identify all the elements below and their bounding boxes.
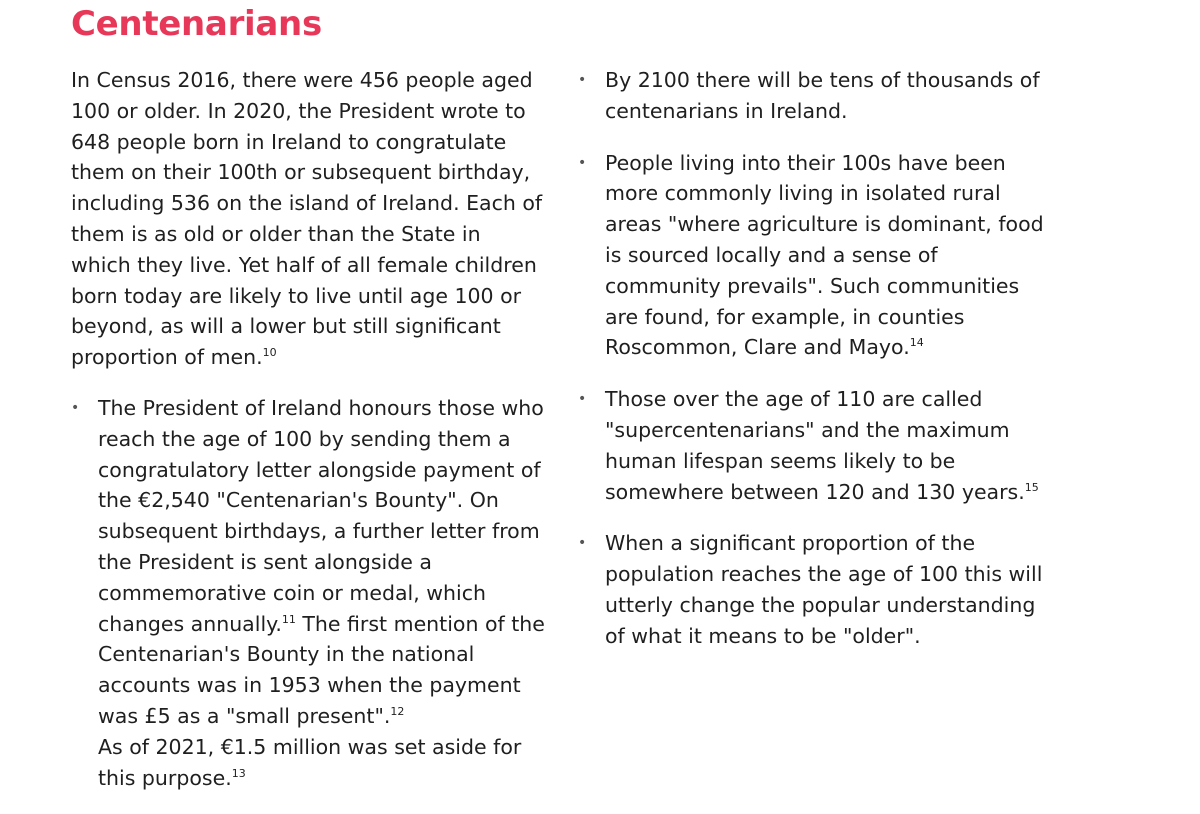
footnote-13: 13: [231, 766, 246, 780]
bullet-text: The first mention of the Centenarian's Bounty in the national accounts was in 1953 when the payment was £5 as a "small present".: [98, 611, 545, 728]
intro-paragraph: [71, 65, 545, 373]
footnote-10: 10: [262, 346, 277, 360]
bullet-by-2100: [578, 65, 1053, 127]
footnote-12: 12: [390, 704, 405, 718]
page-title: Centenarians: [71, 4, 322, 44]
footnote-11: 11: [281, 612, 296, 626]
bullet-text: By 2100 there will be tens of thousands of centenarians in Ireland.: [605, 68, 1040, 123]
bullet-text: The President of Ireland honours those who reach the age of 100 by sending them a congratulatory letter alongside payment of the €2,540 "Centenarian's Bounty". On subsequent birthdays, a further letter from the President is sent alongside a commemorative coin or medal, which changes annually.: [98, 395, 544, 636]
right-column: [578, 65, 1053, 673]
bullet-icon: •: [578, 154, 587, 171]
bullet-icon: •: [578, 391, 587, 408]
bullet-icon: •: [578, 535, 587, 552]
bullet-text: Those over the age of 110 are called "supercentenarians" and the maximum human lifespan seems likely to be somewhere between 120 and 130 years.: [605, 387, 1025, 504]
right-bullet-list: [578, 65, 1053, 652]
bullet-rural-areas: [578, 148, 1053, 364]
bullet-text: As of 2021, €1.5 million was set aside for this purpose.: [98, 734, 522, 790]
bullet-text: People living into their 100s have been more commonly living in isolated rural areas "where agriculture is dominant, food is sourced locally and a sense of community prevails". Such communities are found, for example, in counties Roscommon, Clare and Mayo.: [605, 150, 1044, 360]
bullet-supercentenarians: [578, 384, 1053, 507]
bullet-text: When a significant proportion of the population reaches the age of 100 this will utterly change the popular understanding of what it means to be "older".: [605, 531, 1043, 648]
bullet-icon: •: [71, 399, 80, 416]
footnote-15: 15: [1024, 480, 1039, 494]
bullet-icon: •: [578, 72, 587, 88]
bullet-significant-proportion: [578, 528, 1053, 651]
intro-text: In Census 2016, there were 456 people aged 100 or older. In 2020, the President wrote to 648 people born in Ireland to congratulate them on their 100th or subsequent birthday, including 536 on the island of Ireland. Each of them is as old or older than the State in which they live. Yet half of all female children born today are likely to live until age 100 or beyond, as will a lower but still significant proportion of men.: [71, 68, 543, 370]
footnote-14: 14: [909, 336, 924, 350]
left-column: [71, 65, 545, 814]
bullet-president-honours: [71, 393, 545, 793]
left-bullet-list: [71, 393, 545, 793]
